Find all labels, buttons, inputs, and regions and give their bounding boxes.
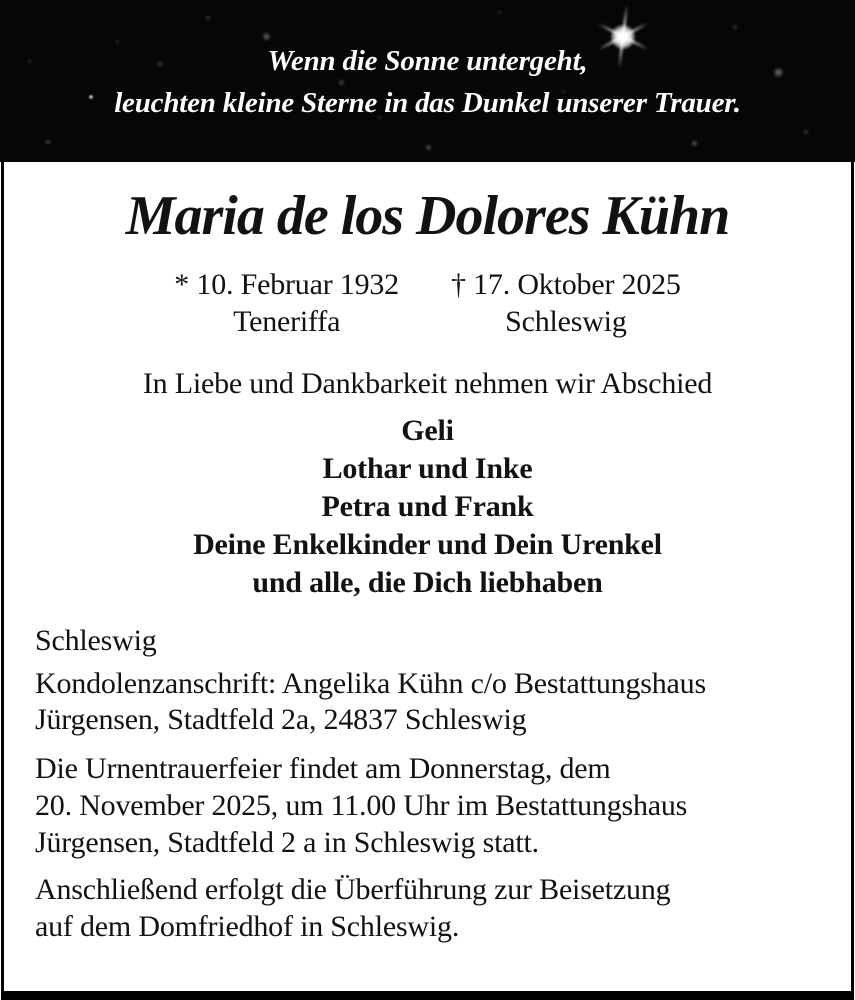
memorial-quote-line-1: Wenn die Sonne untergeht, xyxy=(267,45,588,77)
death-date: 17. Oktober 2025 xyxy=(473,268,681,301)
memorial-quote xyxy=(0,0,855,124)
birth-info xyxy=(174,266,399,340)
death-place: Schleswig xyxy=(505,305,627,338)
mourner-line: und alle, die Dich liebhaben xyxy=(252,566,603,599)
star-icon xyxy=(45,139,51,145)
birth-place: Teneriffa xyxy=(233,305,341,338)
farewell-intro: In Liebe und Dankbarkeit nehmen wir Abschied xyxy=(142,367,713,400)
notice-body xyxy=(1,162,854,1000)
burial-line: Anschließend erfolgt die Überführung zur Beisetzung xyxy=(35,873,671,906)
death-info xyxy=(451,266,681,340)
funeral-details xyxy=(4,623,851,945)
mourners-list xyxy=(4,412,851,602)
condolence-line: Jürgensen, Stadtfeld 2a, 24837 Schleswig xyxy=(35,703,527,736)
burial-line: auf dem Domfriedhof in Schleswig. xyxy=(35,910,460,943)
service-announcement xyxy=(35,750,823,861)
mourner-line: Deine Enkelkinder und Dein Urenkel xyxy=(193,528,662,561)
burial-announcement xyxy=(35,871,823,945)
city-line: Schleswig xyxy=(35,624,157,657)
deceased-name: Maria de los Dolores Kühn xyxy=(125,185,730,247)
born-symbol-icon: * xyxy=(174,268,190,301)
birth-date: 10. Februar 1932 xyxy=(196,268,399,301)
mourner-line: Petra und Frank xyxy=(321,490,534,523)
mourner-line: Lothar und Inke xyxy=(322,452,533,485)
service-line: 20. November 2025, um 11.00 Uhr im Bestattungshaus xyxy=(35,789,688,822)
condolence-line: Kondolenzanschrift: Angelika Kühn c/o Bestattungshaus xyxy=(35,667,706,700)
starry-banner xyxy=(0,0,855,162)
memorial-quote-line-2: leuchten kleine Sterne in das Dunkel unserer Trauer. xyxy=(114,87,741,119)
life-dates xyxy=(4,266,851,340)
star-icon xyxy=(425,144,432,151)
died-symbol-icon: † xyxy=(451,268,466,301)
star-icon xyxy=(691,140,698,147)
service-line: Die Urnentrauerfeier findet am Donnerstag, dem xyxy=(35,752,611,785)
mourner-line: Geli xyxy=(401,414,454,447)
star-icon xyxy=(803,129,809,135)
condolence-address xyxy=(35,666,823,738)
service-line: Jürgensen, Stadtfeld 2 a in Schleswig statt. xyxy=(35,826,539,859)
